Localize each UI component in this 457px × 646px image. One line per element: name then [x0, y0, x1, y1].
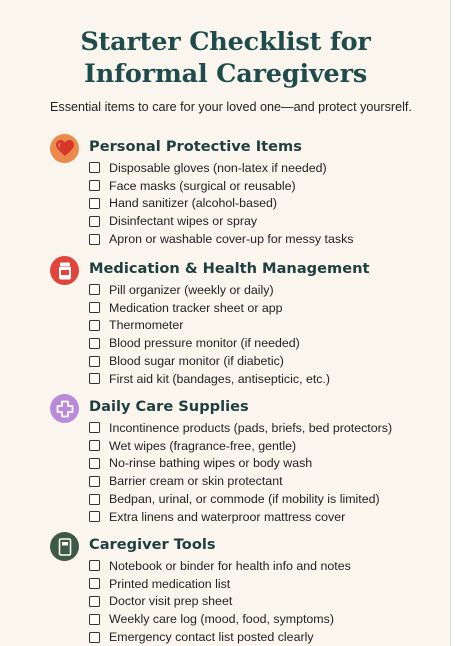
section-title: Personal Protective Items — [89, 138, 302, 155]
checkbox[interactable] — [89, 338, 100, 349]
checklist — [89, 281, 330, 388]
checkbox[interactable] — [89, 422, 100, 433]
page-subtitle: Essential items to care for your loved one—and protect yoursrelf. — [50, 100, 412, 114]
checklist-item[interactable] — [89, 230, 353, 248]
checklist-item[interactable] — [89, 437, 392, 455]
checklist-item[interactable] — [89, 593, 351, 611]
item-label: No-rinse bathing wipes or body wash — [109, 456, 313, 471]
item-label: Weekly care log (mood, food, symptoms) — [109, 612, 334, 627]
checklist-item[interactable] — [89, 281, 330, 299]
checkbox[interactable] — [89, 302, 100, 313]
item-label: Incontinence products (pads, briefs, bed protectors) — [109, 420, 393, 435]
checklist-item[interactable] — [89, 299, 330, 317]
checkbox[interactable] — [89, 356, 100, 367]
checkbox[interactable] — [89, 234, 100, 245]
checkbox[interactable] — [89, 476, 100, 487]
item-label: Barrier cream or skin protectant — [109, 474, 283, 489]
item-label: Bedpan, urinal, or commode (if mobility is limited) — [109, 492, 380, 507]
medical-cross-icon — [50, 394, 79, 423]
checkbox[interactable] — [89, 632, 100, 643]
checkbox[interactable] — [89, 511, 100, 522]
title-line-2: Informal Caregivers — [84, 59, 367, 89]
checklist-item[interactable] — [89, 334, 330, 352]
item-label: Emergency contact list posted clearly — [109, 630, 314, 645]
checklist-item[interactable] — [89, 557, 351, 575]
checkbox[interactable] — [89, 560, 100, 571]
item-label: Hand sanitizer (alcohol-based) — [109, 196, 278, 211]
page-title — [0, 26, 451, 90]
checklist-item[interactable] — [89, 177, 353, 195]
item-label: Face masks (surgical or reusable) — [109, 178, 296, 193]
section-title: Medication & Health Management — [89, 260, 370, 277]
checklist-item[interactable] — [89, 490, 392, 508]
checkbox[interactable] — [89, 494, 100, 505]
checklist-item[interactable] — [89, 159, 353, 177]
item-label: Thermometer — [109, 318, 184, 333]
item-label: Pill organizer (weekly or daily) — [109, 282, 274, 297]
checklist-item[interactable] — [89, 419, 392, 437]
title-line-1: Starter Checklist for — [80, 27, 371, 57]
item-label: Printed medication list — [109, 576, 231, 591]
checkbox[interactable] — [89, 320, 100, 331]
checklist-item[interactable] — [89, 508, 392, 526]
notebook-icon — [50, 532, 79, 561]
checkbox[interactable] — [89, 162, 100, 173]
item-label: Apron or washable cover-up for messy tasks — [109, 232, 354, 247]
pill-bottle-icon — [50, 256, 79, 285]
item-label: Disposable gloves (non-latex if needed) — [109, 160, 327, 175]
checklist — [89, 419, 392, 526]
item-label: Doctor visit prep sheet — [109, 594, 233, 609]
item-label: First aid kit (bandages, antisepticic, etc.) — [109, 371, 331, 386]
checklist-item[interactable] — [89, 628, 351, 646]
section-title: Daily Care Supplies — [89, 398, 249, 415]
checklist-item[interactable] — [89, 370, 330, 388]
checkbox[interactable] — [89, 458, 100, 469]
heart-icon — [50, 134, 79, 163]
checklist — [89, 159, 353, 248]
checkbox[interactable] — [89, 373, 100, 384]
checkbox[interactable] — [89, 440, 100, 451]
checkbox[interactable] — [89, 284, 100, 295]
checklist-item[interactable] — [89, 455, 392, 473]
checklist-item[interactable] — [89, 317, 330, 335]
item-label: Blood sugar monitor (if diabetic) — [109, 354, 284, 369]
checkbox[interactable] — [89, 216, 100, 227]
checklist-item[interactable] — [89, 575, 351, 593]
item-label: Extra linens and waterproor mattress cover — [109, 509, 346, 524]
section-title: Caregiver Tools — [89, 536, 216, 553]
checklist-item[interactable] — [89, 610, 351, 628]
checkbox[interactable] — [89, 578, 100, 589]
item-label: Medication tracker sheet or app — [109, 300, 283, 315]
item-label: Notebook or binder for health info and notes — [109, 558, 351, 573]
item-label: Blood pressure monitor (if needed) — [109, 336, 300, 351]
checklist-item[interactable] — [89, 472, 392, 490]
checkbox[interactable] — [89, 614, 100, 625]
checklist-item[interactable] — [89, 352, 330, 370]
checkbox[interactable] — [89, 180, 100, 191]
checklist-item[interactable] — [89, 212, 353, 230]
checkbox[interactable] — [89, 596, 100, 607]
checklist-item[interactable] — [89, 195, 353, 213]
item-label: Disinfectant wipes or spray — [109, 214, 258, 229]
checkbox[interactable] — [89, 198, 100, 209]
checklist — [89, 557, 351, 646]
item-label: Wet wipes (fragrance-free, gentle) — [109, 438, 297, 453]
